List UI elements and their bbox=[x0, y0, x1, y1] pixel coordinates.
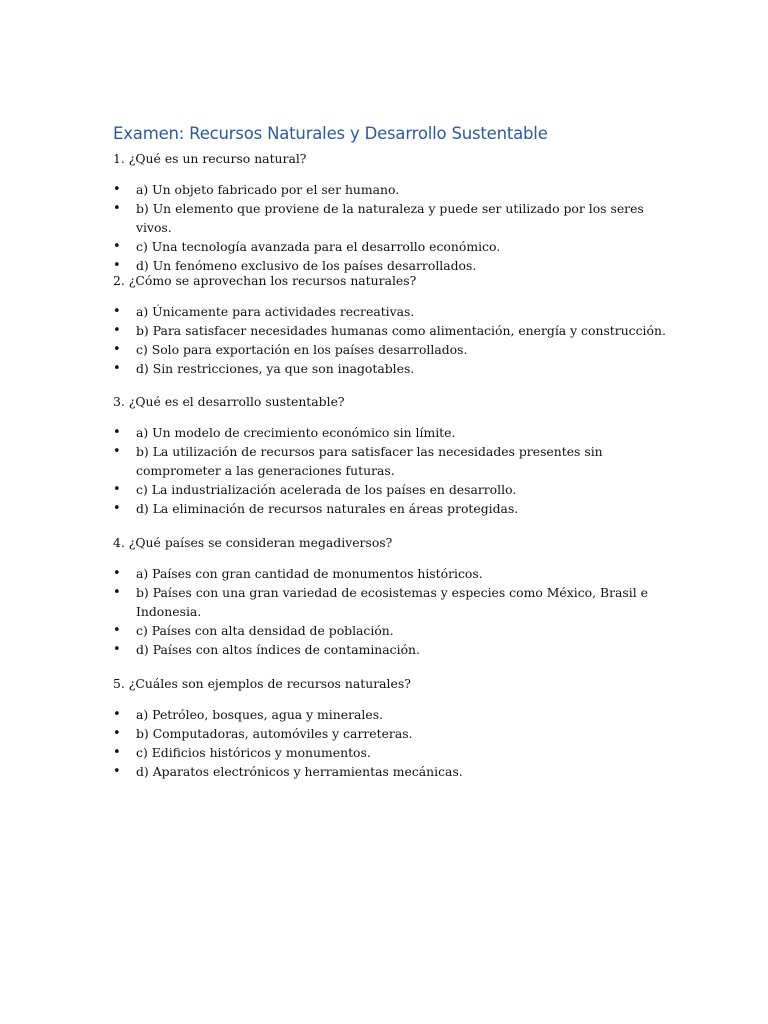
list-item bbox=[113, 762, 673, 781]
option-text: a) Únicamente para actividades recreativas. bbox=[136, 304, 415, 319]
option-text: d) Países con altos índices de contaminación. bbox=[136, 642, 420, 657]
bullet-icon: • bbox=[113, 444, 121, 459]
bullet-icon: • bbox=[113, 304, 121, 319]
list-item bbox=[113, 180, 673, 199]
bullet-icon: • bbox=[113, 482, 121, 497]
list-item bbox=[113, 640, 673, 659]
option-text: b) Computadoras, automóviles y carreteras. bbox=[136, 726, 413, 741]
bullet-icon: • bbox=[113, 623, 121, 638]
list-item bbox=[113, 621, 673, 640]
bullet-icon: • bbox=[113, 726, 121, 741]
list-item bbox=[113, 359, 673, 378]
option-text: b) Un elemento que proviene de la naturaleza y puede ser utilizado por los seres vivos. bbox=[136, 201, 644, 235]
option-text: c) Edificios históricos y monumentos. bbox=[136, 745, 371, 760]
option-text: c) La industrialización acelerada de los países en desarrollo. bbox=[136, 482, 517, 497]
question-4-options bbox=[113, 564, 673, 659]
bullet-icon: • bbox=[113, 501, 121, 516]
question-1-options bbox=[113, 180, 673, 275]
option-text: c) Una tecnología avanzada para el desarrollo económico. bbox=[136, 239, 501, 254]
question-1: 1. ¿Qué es un recurso natural? bbox=[113, 151, 307, 166]
bullet-icon: • bbox=[113, 323, 121, 338]
question-2-options bbox=[113, 302, 673, 378]
option-text: b) Para satisfacer necesidades humanas como alimentación, energía y construcción. bbox=[136, 323, 666, 338]
bullet-icon: • bbox=[113, 585, 121, 600]
list-item bbox=[113, 480, 673, 499]
option-text: a) Países con gran cantidad de monumentos históricos. bbox=[136, 566, 483, 581]
bullet-icon: • bbox=[113, 239, 121, 254]
question-3: 3. ¿Qué es el desarrollo sustentable? bbox=[113, 394, 345, 409]
question-5-options bbox=[113, 705, 673, 781]
question-2: 2. ¿Cómo se aprovechan los recursos naturales? bbox=[113, 273, 417, 288]
bullet-icon: • bbox=[113, 201, 121, 216]
option-text: d) Aparatos electrónicos y herramientas mecánicas. bbox=[136, 764, 463, 779]
bullet-icon: • bbox=[113, 361, 121, 376]
option-text: a) Un modelo de crecimiento económico sin límite. bbox=[136, 425, 456, 440]
question-5: 5. ¿Cuáles son ejemplos de recursos naturales? bbox=[113, 676, 411, 691]
bullet-icon: • bbox=[113, 258, 121, 273]
option-text: b) Países con una gran variedad de ecosistemas y especies como México, Brasil e Indonesia. bbox=[136, 585, 648, 619]
bullet-icon: • bbox=[113, 182, 121, 197]
bullet-icon: • bbox=[113, 707, 121, 722]
exam-title: Examen: Recursos Naturales y Desarrollo Sustentable bbox=[113, 124, 548, 143]
list-item bbox=[113, 743, 673, 762]
list-item bbox=[113, 705, 673, 724]
option-text: d) Sin restricciones, ya que son inagotables. bbox=[136, 361, 415, 376]
list-item bbox=[113, 499, 673, 518]
list-item bbox=[113, 237, 673, 256]
bullet-icon: • bbox=[113, 764, 121, 779]
option-text: c) Solo para exportación en los países desarrollados. bbox=[136, 342, 468, 357]
list-item bbox=[113, 564, 673, 583]
option-text: a) Petróleo, bosques, agua y minerales. bbox=[136, 707, 383, 722]
question-4: 4. ¿Qué países se consideran megadiversos? bbox=[113, 535, 393, 550]
question-3-options bbox=[113, 423, 673, 518]
list-item bbox=[113, 321, 673, 340]
list-item bbox=[113, 442, 673, 480]
option-text: d) La eliminación de recursos naturales en áreas protegidas. bbox=[136, 501, 519, 516]
bullet-icon: • bbox=[113, 566, 121, 581]
option-text: a) Un objeto fabricado por el ser humano. bbox=[136, 182, 400, 197]
list-item bbox=[113, 302, 673, 321]
bullet-icon: • bbox=[113, 642, 121, 657]
bullet-icon: • bbox=[113, 745, 121, 760]
bullet-icon: • bbox=[113, 425, 121, 440]
list-item bbox=[113, 724, 673, 743]
list-item bbox=[113, 423, 673, 442]
list-item bbox=[113, 199, 673, 237]
option-text: b) La utilización de recursos para satisfacer las necesidades presentes sin comprometer a las generaciones futuras. bbox=[136, 444, 603, 478]
list-item bbox=[113, 340, 673, 359]
bullet-icon: • bbox=[113, 342, 121, 357]
option-text: d) Un fenómeno exclusivo de los países desarrollados. bbox=[136, 258, 477, 273]
list-item bbox=[113, 583, 673, 621]
option-text: c) Países con alta densidad de población. bbox=[136, 623, 394, 638]
